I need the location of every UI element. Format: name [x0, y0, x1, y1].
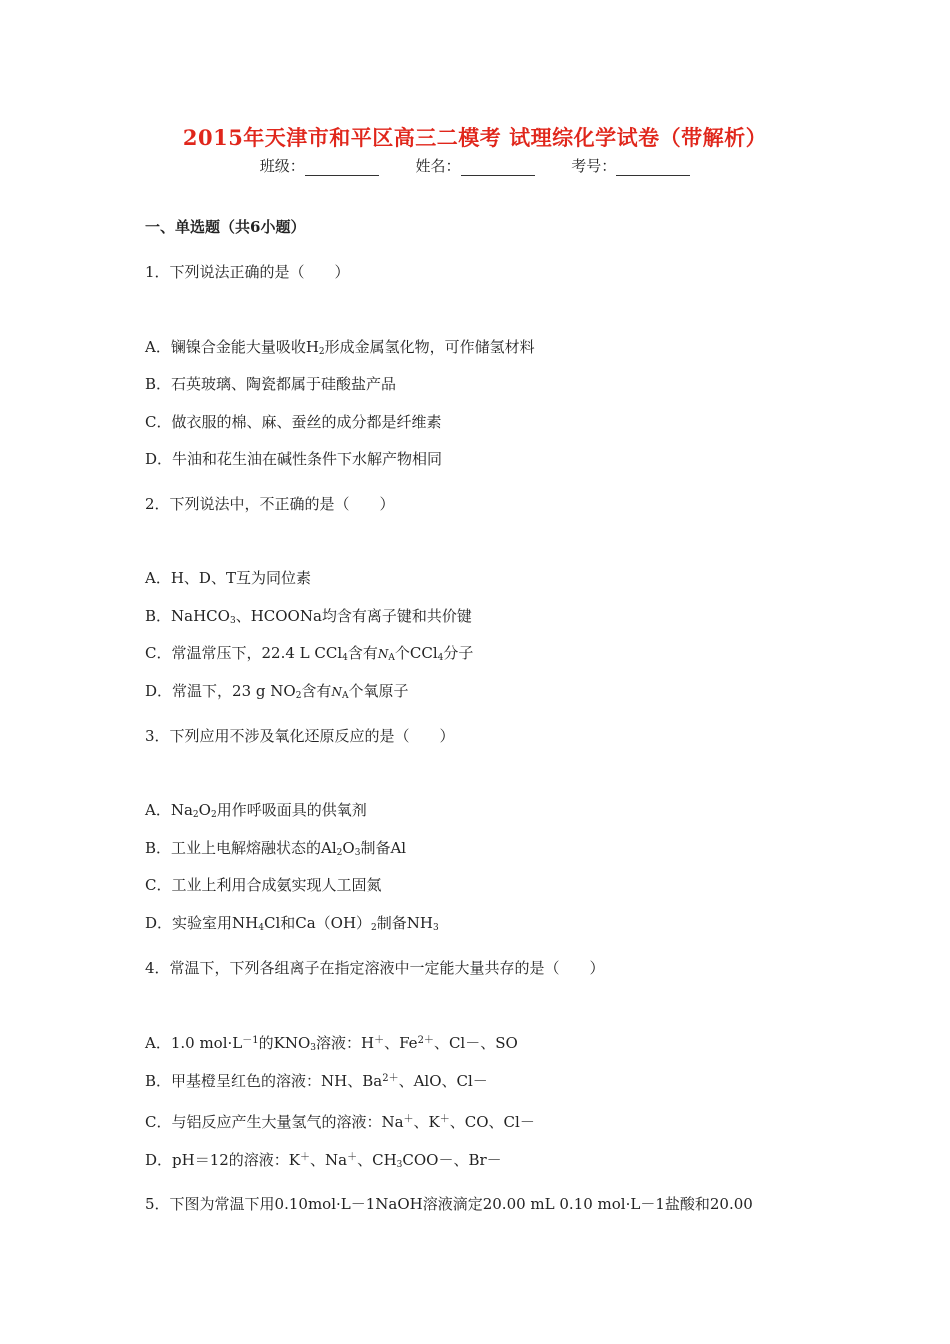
q1-option-a: A．镧镍合金能大量吸收$H_2$形成金属氢化物，可作储氢材料 — [145, 338, 535, 357]
class-label: 班级： — [259, 157, 305, 175]
q2-option-a: A．H、D、T互为同位素 — [145, 569, 311, 587]
section-heading: 一、单选题（共6小题） — [145, 218, 306, 236]
class-blank — [305, 161, 379, 176]
name-field — [415, 155, 534, 176]
class-field — [260, 155, 379, 176]
q3-option-b: B．工业上电解熔融状态的$Al_2O_3$制备Al — [145, 839, 407, 858]
q3-option-c: C．工业上利用合成氨实现人工固氮 — [145, 876, 382, 894]
q2-option-d: D．常温下，23 g $NO_2$含有$N_A$个氧原子 — [145, 682, 409, 701]
exam-title: 2015年天津市和平区高三二模考 试理综化学试卷（带解析） — [182, 125, 768, 150]
exam-no-blank — [616, 161, 690, 176]
student-info-row — [0, 155, 950, 176]
q5-stem: 5．下图为常温下用0.10mol·L－1NaOH溶液滴定20.00 mL 0.10 mol·L－1盐酸和20.00 — [145, 1195, 753, 1213]
exam-no-field — [571, 155, 690, 176]
q1-option-c: C．做衣服的棉、麻、蚕丝的成分都是纤维素 — [145, 413, 442, 431]
q4-option-d: D．pH＝12的溶液：K＋、Na＋、$CH_3COO-$、Br－ — [145, 1151, 502, 1170]
q1-stem: 1．下列说法正确的是（ ） — [145, 263, 350, 281]
exam-no-label: 考号： — [571, 157, 617, 175]
q4-option-b: B．甲基橙呈红色的溶液：NH、$Ba^{2+}$、AlO、Cl－ — [145, 1072, 488, 1090]
name-blank — [461, 161, 535, 176]
q2-stem: 2．下列说法中，不正确的是（ ） — [145, 495, 395, 513]
q3-option-d: D．实验室用$NH_4Cl$和$Ca(OH)_2$制备$NH_3$ — [145, 914, 439, 933]
name-label: 姓名： — [415, 157, 461, 175]
q4-stem: 4．常温下，下列各组离子在指定溶液中一定能大量共存的是（ ） — [145, 959, 605, 977]
q3-option-a: A．$Na_2O_2$用作呼吸面具的供氧剂 — [145, 801, 367, 820]
q1-option-d: D．牛油和花生油在碱性条件下水解产物相同 — [145, 450, 443, 468]
q4-option-c: C．与铝反应产生大量氢气的溶液：Na＋、K＋、CO、Cl－ — [145, 1113, 535, 1131]
q1-option-b: B．石英玻璃、陶瓷都属于硅酸盐产品 — [145, 375, 397, 393]
q4-option-a: A．1.0 $mol\cdot L^{-1}$的$KNO_3$溶液：H＋、$Fe^{2+}$、Cl－、SO — [145, 1034, 518, 1053]
q3-stem: 3．下列应用不涉及氧化还原反应的是（ ） — [145, 727, 455, 745]
q2-option-b: B．NaHCO$_3$、HCOONa均含有离子键和共价键 — [145, 607, 472, 626]
q2-option-c: C．常温常压下，22.4 L CCl$_4$含有$N_A$个CCl$_4$分子 — [145, 644, 474, 663]
